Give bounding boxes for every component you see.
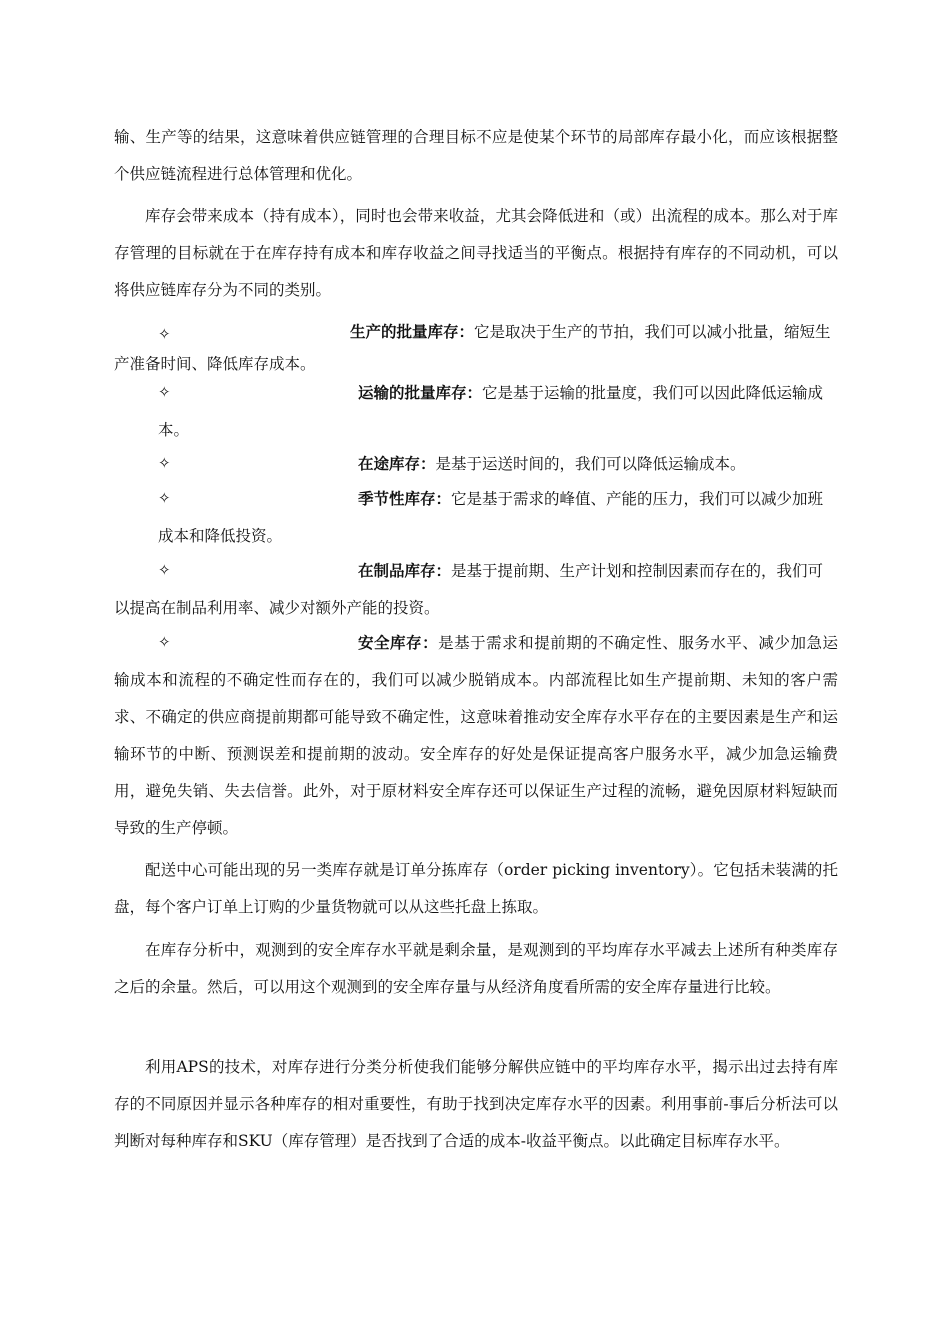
bullet-text: 是基于需求和提前期的不确定性、服务水平、减少加急运输成本和流程的不确定性而存在的，我们可以减少脱销成本。内部流程比如生产提前期、未知的客户需求、不确定的供应商提前期都可能导致不确定性，这意味着推动安全库存水平存在的主要因素是生产和运输环节的中断、预测误差和提前期的波动。安全库存的好处是保证提高客户服务水平，减少加急运输费用，避免失销、失去信誉。此外，对于原材料安全库存还可以保证生产过程的流畅，避免因原材料短缺而导致的生产停顿。 <box>114 634 838 837</box>
bullet-term: 运输的批量库存： <box>358 383 483 402</box>
bullet-item <box>158 445 838 483</box>
bullet-item <box>158 374 838 449</box>
diamond-bullet-icon: ✧ <box>158 325 171 343</box>
paragraph-4: 在库存分析中，观测到的安全库存水平就是剩余量，是观测到的平均库存水平减去上述所有种类库存之后的余量。然后，可以用这个观测到的安全库存量与从经济角度看所需的安全库存量进行比较。 <box>114 941 838 996</box>
paragraph-3: 配送中心可能出现的另一类库存就是订单分拣库存（order picking inventory）。它包括未装满的托盘，每个客户订单上订购的少量货物就可以从这些托盘上拣取。 <box>114 861 838 916</box>
bullet-text: 它是取决于生产的节拍，我们可以减小批量，缩短生产准备时间、降低库存成本。 <box>114 323 831 373</box>
bullet-item <box>158 480 838 555</box>
paragraph-2: 库存会带来成本（持有成本），同时也会带来收益，尤其会降低进和（或）出流程的成本。那么对于库存管理的目标就在于在库存持有成本和库存收益之间寻找适当的平衡点。根据持有库存的不同动机，可以将供应链库存分为不同的类别。 <box>114 207 838 299</box>
bullet-term: 在制品库存： <box>358 561 452 580</box>
diamond-bullet-icon: ✧ <box>158 561 171 579</box>
bullet-term: 生产的批量库存： <box>350 322 475 341</box>
paragraph-1: 输、生产等的结果，这意味着供应链管理的合理目标不应是使某个环节的局部库存最小化，而应该根据整个供应链流程进行总体管理和优化。 <box>114 128 838 183</box>
bullet-text: 它是基于需求的峰值、产能的压力，我们可以减少加班成本和降低投资。 <box>158 490 824 545</box>
diamond-bullet-icon: ✧ <box>158 383 171 401</box>
bullet-item <box>114 552 838 627</box>
diamond-bullet-icon: ✧ <box>158 489 171 507</box>
bullet-item <box>114 624 838 847</box>
bullet-text: 是基于提前期、生产计划和控制因素而存在的，我们可以提高在制品利用率、减少对额外产能的投资。 <box>114 562 824 617</box>
bullet-item <box>114 316 838 380</box>
bullet-term: 在途库存： <box>358 454 436 473</box>
diamond-bullet-icon: ✧ <box>158 633 171 651</box>
bullet-term: 季节性库存： <box>358 489 452 508</box>
bullet-text: 它是基于运输的批量度，我们可以因此降低运输成本。 <box>158 384 824 439</box>
paragraph-5: 利用APS的技术，对库存进行分类分析使我们能够分解供应链中的平均库存水平，揭示出过去持有库存的不同原因并显示各种库存的相对重要性，有助于找到决定库存水平的因素。利用事前-事后分析法可以判断对每种库存和SKU（库存管理）是否找到了合适的成本-收益平衡点。以此确定目标库存水平。 <box>114 1058 838 1150</box>
bullet-text: 是基于运送时间的，我们可以降低运输成本。 <box>435 455 746 473</box>
bullet-term: 安全库存： <box>358 633 439 652</box>
diamond-bullet-icon: ✧ <box>158 454 171 472</box>
